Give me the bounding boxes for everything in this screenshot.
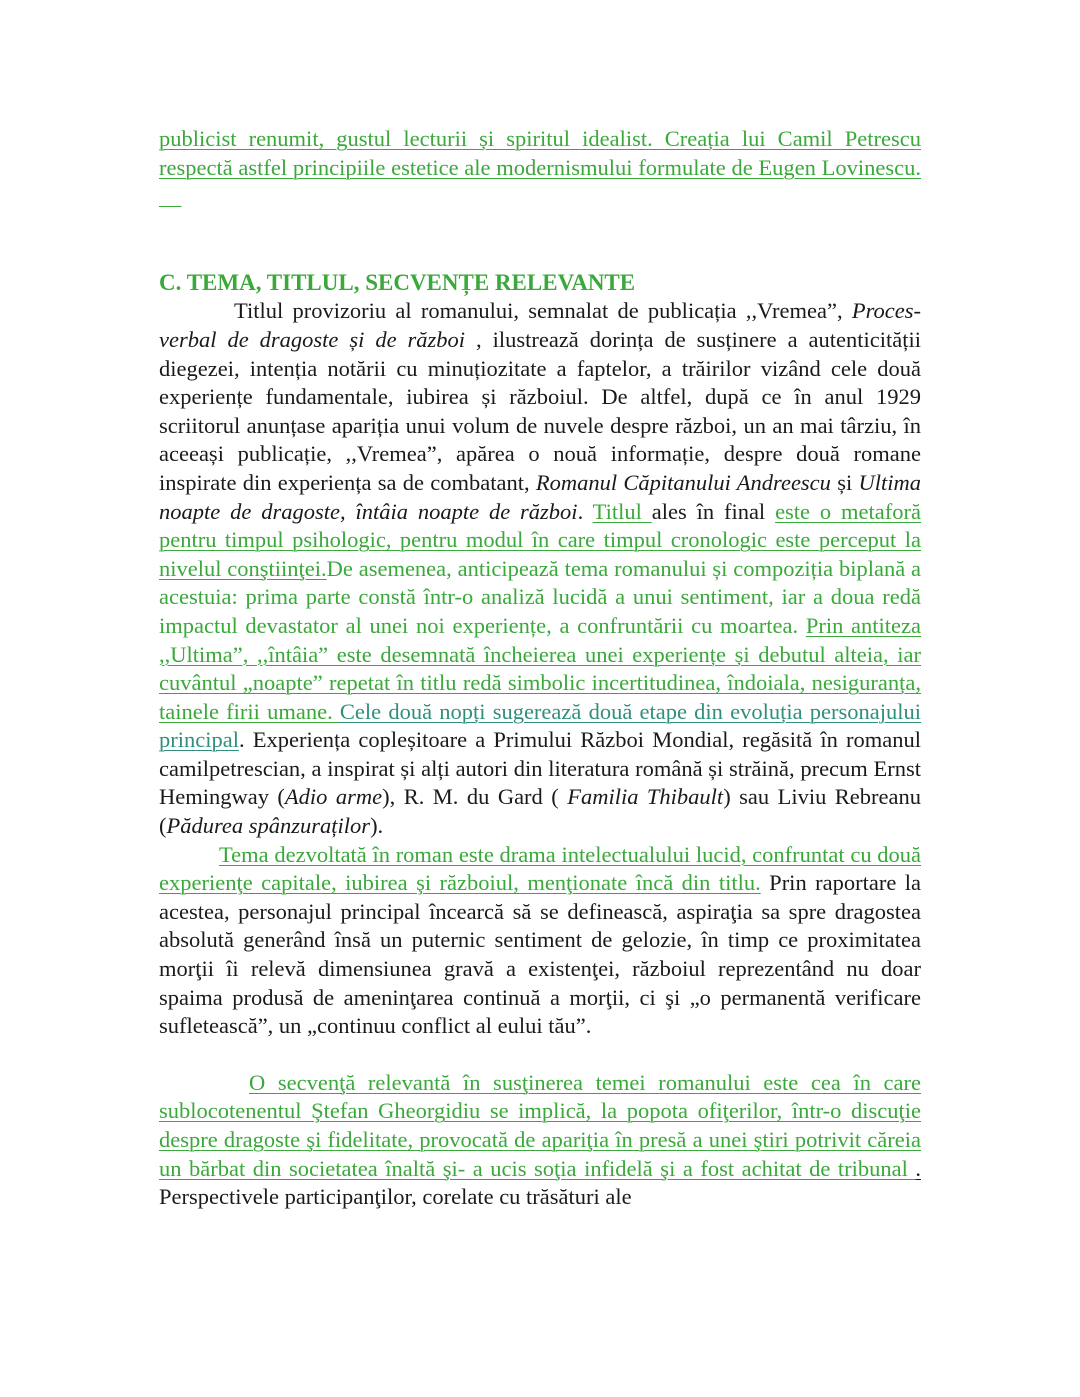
title-text-b5: Prin antiteza ,,Ultima”, ,,întâia” este desemnată încheierea unei experiențe și debutul alteia, iar cuvântul „noapte” repetat în titlu redă simbolic incertitudinea, îndoiala, nesiguranța, tainele firii umane.	[159, 612, 921, 724]
title-text-b13: ).	[370, 813, 384, 839]
sequence-text-a1: O secvenţă relevantă în susţinerea temei romanului este cea în care sublocotenentul Ştefan Gheorgidiu se implică, la popota ofiţerilor, într-o discuţie despre dragoste şi fidelitate, provocată de apariţia în presă a unei ştiri potrivit căreia un bărbat din societatea înaltă şi- a ucis soţia infidelă şi a fost achitat de tribunal	[159, 1069, 921, 1181]
theme-text-a1: Tema dezvoltată în roman este drama intelectualului lucid, confruntat cu două experienţe capitale, iubirea şi războiul, menţionate încă din titlu.	[159, 841, 921, 896]
title-text-a7: .	[577, 498, 593, 524]
title-paragraph	[159, 297, 921, 840]
title-text-b7: . Experiența copleșitoare a Primului Război Mondial, regăsită în romanul camilpetrescian, a inspirat și alți autori din literatura română și străină, precum Ernst Hemingway (	[159, 727, 921, 810]
sequence-text-a3: Perspectivele participanţilor, corelate cu trăsături ale	[159, 1184, 632, 1210]
title-text-b3: este o metaforă pentru timpul psihologic, pentru modul în care timpul cronologic este perceput la nivelul conştiinţei.	[159, 498, 921, 581]
title-text-b6: Cele două nopți sugerează două etape din evoluția personajului principal	[159, 698, 921, 753]
title-text-a5: și	[830, 469, 859, 495]
section-heading: C. TEMA, TITLUL, SECVENȚE RELEVANTE	[159, 269, 636, 295]
title-text-b2: ales în final	[651, 498, 776, 524]
theme-text-a2: Prin raportare la acestea, personajul principal încearcă să se definească, aspiraţia sa spre dragostea absolută generând însă un puternic sentiment de gelozie, în timp ce proximitatea morţii îi relevă dimensiunea gravă a existenţei, războiul reprezentând nu doar spaima produsă de ameninţarea continuă a morţii, ci şi „o permanentă verificare sufletească”, un „continuu conflict al eului tău”.	[159, 870, 922, 1039]
title-text-a1: Titlul provizoriu al romanului, semnalat de publicația ,,Vremea”,	[234, 298, 852, 324]
top-text-1: publicist renumit, gustul lecturii și spiritul idealist.	[159, 126, 665, 151]
title-italic-b12: Pădurea spânzuraților	[166, 813, 371, 839]
top-paragraph	[159, 125, 921, 211]
theme-paragraph	[159, 841, 921, 1041]
title-text-b4: De asemenea, anticipează tema romanului și compoziția biplană a acestuia: prima parte constă într-o analiză lucidă a unui sentiment, iar a doua redă impactul devastator al unei noi experiențe, a confruntării cu moartea.	[159, 555, 921, 638]
title-italic-b10: Familia Thibault	[567, 784, 724, 810]
title-text-b1: Titlul	[592, 498, 652, 524]
title-text-a3: , ilustrează dorința de susținere a autenticității diegezei, intenția notării cu minuțiozitate a faptelor, a trăirilor vizând cele două experiențe fundamentale, iubirea și războiul. De altfel, după ce în anul 1929 scriitorul anunțase apariția unui volum de nuvele despre război, un an mai târziu, în aceeași publicație, ,,Vremea”, apărea o nouă informație, despre două romane inspirate din experiența sa de combatant,	[159, 326, 921, 495]
document-page	[159, 125, 921, 1212]
title-italic-a6: Ultima noapte de dragoste, întâia noapte de război	[159, 469, 921, 524]
title-italic-a2: Proces-verbal de dragoste și de război	[159, 298, 921, 352]
title-italic-b8: Adio arme	[284, 784, 383, 810]
sequence-paragraph	[159, 1069, 921, 1212]
title-italic-a4: Romanul Căpitanului Andreescu	[535, 469, 831, 495]
sequence-text-a2: .	[915, 1155, 921, 1181]
top-text-3	[159, 183, 182, 208]
top-text-2: Creația lui Camil Petrescu respectă astfel principiile estetice ale modernismului formulate de Eugen Lovinescu.	[159, 126, 921, 180]
title-text-b9: ), R. M. du Gard (	[382, 784, 568, 810]
title-text-b11: ) sau Liviu Rebreanu (	[159, 784, 921, 839]
